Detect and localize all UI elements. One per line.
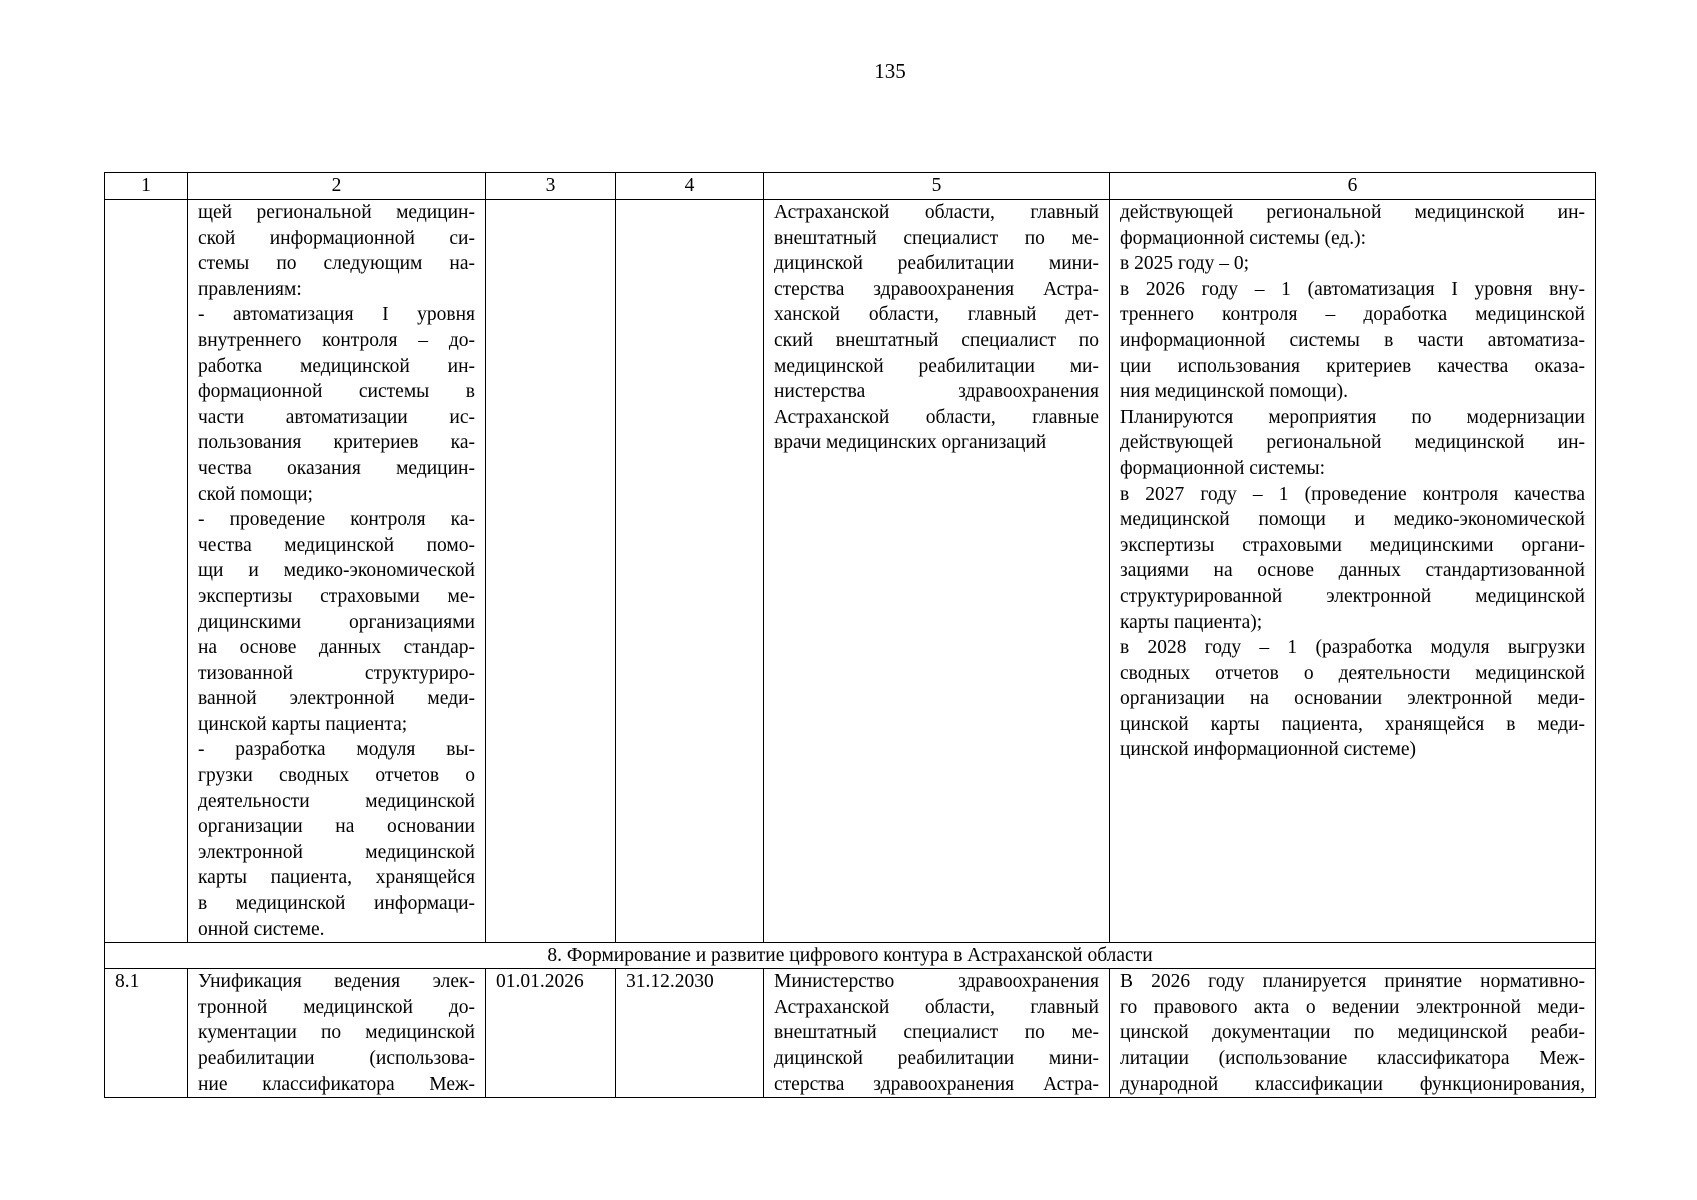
- text-line: цинской карты пациента, хранящейся в меди-: [1120, 713, 1585, 735]
- text-line: Планируются мероприятия по модернизации: [1120, 406, 1585, 428]
- text-line: грузки сводных отчетов о: [198, 765, 475, 787]
- text-line: ской помощи;: [198, 483, 313, 505]
- text-line: цинской информационной системе): [1120, 739, 1417, 761]
- text-line: треннего контроля – доработка медицинской: [1120, 304, 1585, 326]
- text-line: внутреннего контроля – до-: [198, 329, 475, 351]
- section-title: 8. Формирование и развитие цифрового контура в Астраханской области: [105, 943, 1596, 969]
- text-line: правлениям:: [198, 278, 302, 300]
- text-line: нистерства здравоохранения: [774, 381, 1099, 403]
- text-line: в 2025 году – 0;: [1120, 253, 1249, 275]
- text-line: экспертизы страховыми ме-: [198, 585, 475, 607]
- row-number-cell: [105, 200, 188, 943]
- text-line: в 2028 году – 1 (разработка модуля выгрузки: [1120, 637, 1585, 659]
- text-line: Астраханской области, главный: [774, 202, 1099, 223]
- text-line: в 2027 году – 1 (проведение контроля качества: [1120, 483, 1585, 505]
- text-line: литации (использование классификатора Меж-: [1120, 1048, 1585, 1069]
- text-line: стерства здравоохранения Астра-: [774, 1073, 1099, 1095]
- text-line: формационной системы (ед.):: [1120, 227, 1367, 249]
- column-number: 1: [105, 173, 188, 200]
- text-line: на основе данных стандар-: [198, 637, 475, 659]
- text-line: ние классификатора Меж-: [198, 1073, 475, 1095]
- responsible-cell: [764, 200, 1110, 943]
- text-line: карты пациента);: [1120, 611, 1263, 633]
- section-header-row: [105, 943, 1596, 969]
- start-date-cell: [486, 200, 616, 943]
- text-line: Министерство здравоохранения: [774, 971, 1099, 993]
- text-line: действующей региональной медицинской ин-: [1120, 432, 1585, 454]
- text-line: формационной системы:: [1120, 457, 1326, 479]
- row-number: 8.1: [105, 969, 188, 1098]
- text-line: в медицинской информаци-: [198, 893, 475, 915]
- text-line: внештатный специалист по ме-: [774, 227, 1099, 249]
- text-line: врачи медицинских организаций: [774, 432, 1047, 454]
- text-line: деятельности медицинской: [198, 790, 475, 812]
- activities-table: [104, 172, 1596, 1098]
- text-line: экспертизы страховыми медицинскими органи-: [1120, 534, 1585, 556]
- text-line: в 2026 году – 1 (автоматизация I уровня вну-: [1120, 278, 1585, 300]
- text-line: пользования критериев ка-: [198, 432, 475, 454]
- text-line: организации на основании электронной меди-: [1120, 688, 1585, 710]
- text-line: чества оказания медицин-: [198, 457, 475, 479]
- column-number: 4: [616, 173, 764, 200]
- text-line: карты пациента, хранящейся: [198, 867, 475, 889]
- text-line: действующей региональной медицинской ин-: [1120, 202, 1585, 223]
- column-number: 2: [188, 173, 486, 200]
- text-line: ханской области, главный дет-: [774, 304, 1099, 326]
- text-line: медицинской реабилитации ми-: [774, 355, 1099, 377]
- text-line: ский внештатный специалист по: [774, 329, 1099, 351]
- result-cell: [1110, 200, 1596, 943]
- text-line: онной системе.: [198, 918, 325, 940]
- activity-description-cell: [188, 200, 486, 943]
- text-line: ской информационной си-: [198, 227, 475, 249]
- text-line: щей региональной медицин-: [198, 202, 475, 223]
- text-line: стемы по следующим на-: [198, 253, 475, 275]
- column-number: 6: [1110, 173, 1596, 200]
- text-line: части автоматизации ис-: [198, 406, 475, 428]
- text-line: сводных отчетов о деятельности медицинской: [1120, 662, 1585, 684]
- text-line: медицинской помощи и медико-экономической: [1120, 509, 1585, 531]
- text-line: цинской карты пациента;: [198, 713, 408, 735]
- text-line: стерства здравоохранения Астра-: [774, 278, 1099, 300]
- text-line: работка медицинской ин-: [198, 355, 475, 377]
- column-number: 3: [486, 173, 616, 200]
- text-line: В 2026 году планируется принятие нормативно-: [1120, 971, 1585, 993]
- text-line: Астраханской области, главный: [774, 996, 1099, 1018]
- text-line: дицинскими организациями: [198, 611, 475, 633]
- text-line: го правового акта о ведении электронной меди-: [1120, 996, 1585, 1018]
- text-line: Астраханской области, главные: [774, 406, 1099, 428]
- text-line: дународной классификации функционирования,: [1120, 1073, 1585, 1095]
- page-number: 135: [874, 59, 906, 83]
- text-line: цинской документации по медицинской реаби-: [1120, 1022, 1585, 1044]
- text-line: зациями на основе данных стандартизованной: [1120, 560, 1585, 582]
- text-line: ния медицинской помощи).: [1120, 381, 1349, 403]
- text-line: электронной медицинской: [198, 841, 475, 863]
- text-line: ванной электронной меди-: [198, 688, 475, 710]
- text-line: информационной системы в части автоматиза-: [1120, 329, 1585, 351]
- text-line: чества медицинской помо-: [198, 534, 475, 556]
- text-line: тронной медицинской до-: [198, 996, 475, 1018]
- text-line: организации на основании: [198, 816, 475, 838]
- text-line: дицинской реабилитации мини-: [774, 253, 1099, 275]
- text-line: реабилитации (использова-: [198, 1048, 475, 1069]
- text-line: - разработка модуля вы-: [198, 739, 475, 761]
- text-line: кументации по медицинской: [198, 1022, 475, 1044]
- start-date: 01.01.2026: [486, 969, 616, 1098]
- text-line: структурированной электронной медицинской: [1120, 585, 1585, 607]
- column-number: 5: [764, 173, 1110, 200]
- end-date-cell: [616, 200, 764, 943]
- text-line: формационной системы в: [198, 381, 475, 403]
- continued-row: [105, 200, 1596, 943]
- column-number-row: [105, 173, 1596, 200]
- text-line: - проведение контроля ка-: [198, 509, 475, 531]
- result-cell: [1110, 969, 1596, 1098]
- text-line: Унификация ведения элек-: [198, 971, 475, 993]
- activity-description-cell: [188, 969, 486, 1098]
- table-row-8-1: [105, 969, 1596, 1098]
- text-line: внештатный специалист по ме-: [774, 1022, 1099, 1044]
- text-line: - автоматизация I уровня: [198, 304, 475, 326]
- text-line: тизованной структуриро-: [198, 662, 475, 684]
- end-date: 31.12.2030: [616, 969, 764, 1098]
- responsible-cell: [764, 969, 1110, 1098]
- text-line: щи и медико-экономической: [198, 560, 475, 582]
- text-line: дицинской реабилитации мини-: [774, 1048, 1099, 1069]
- text-line: ции использования критериев качества оказа-: [1120, 355, 1585, 377]
